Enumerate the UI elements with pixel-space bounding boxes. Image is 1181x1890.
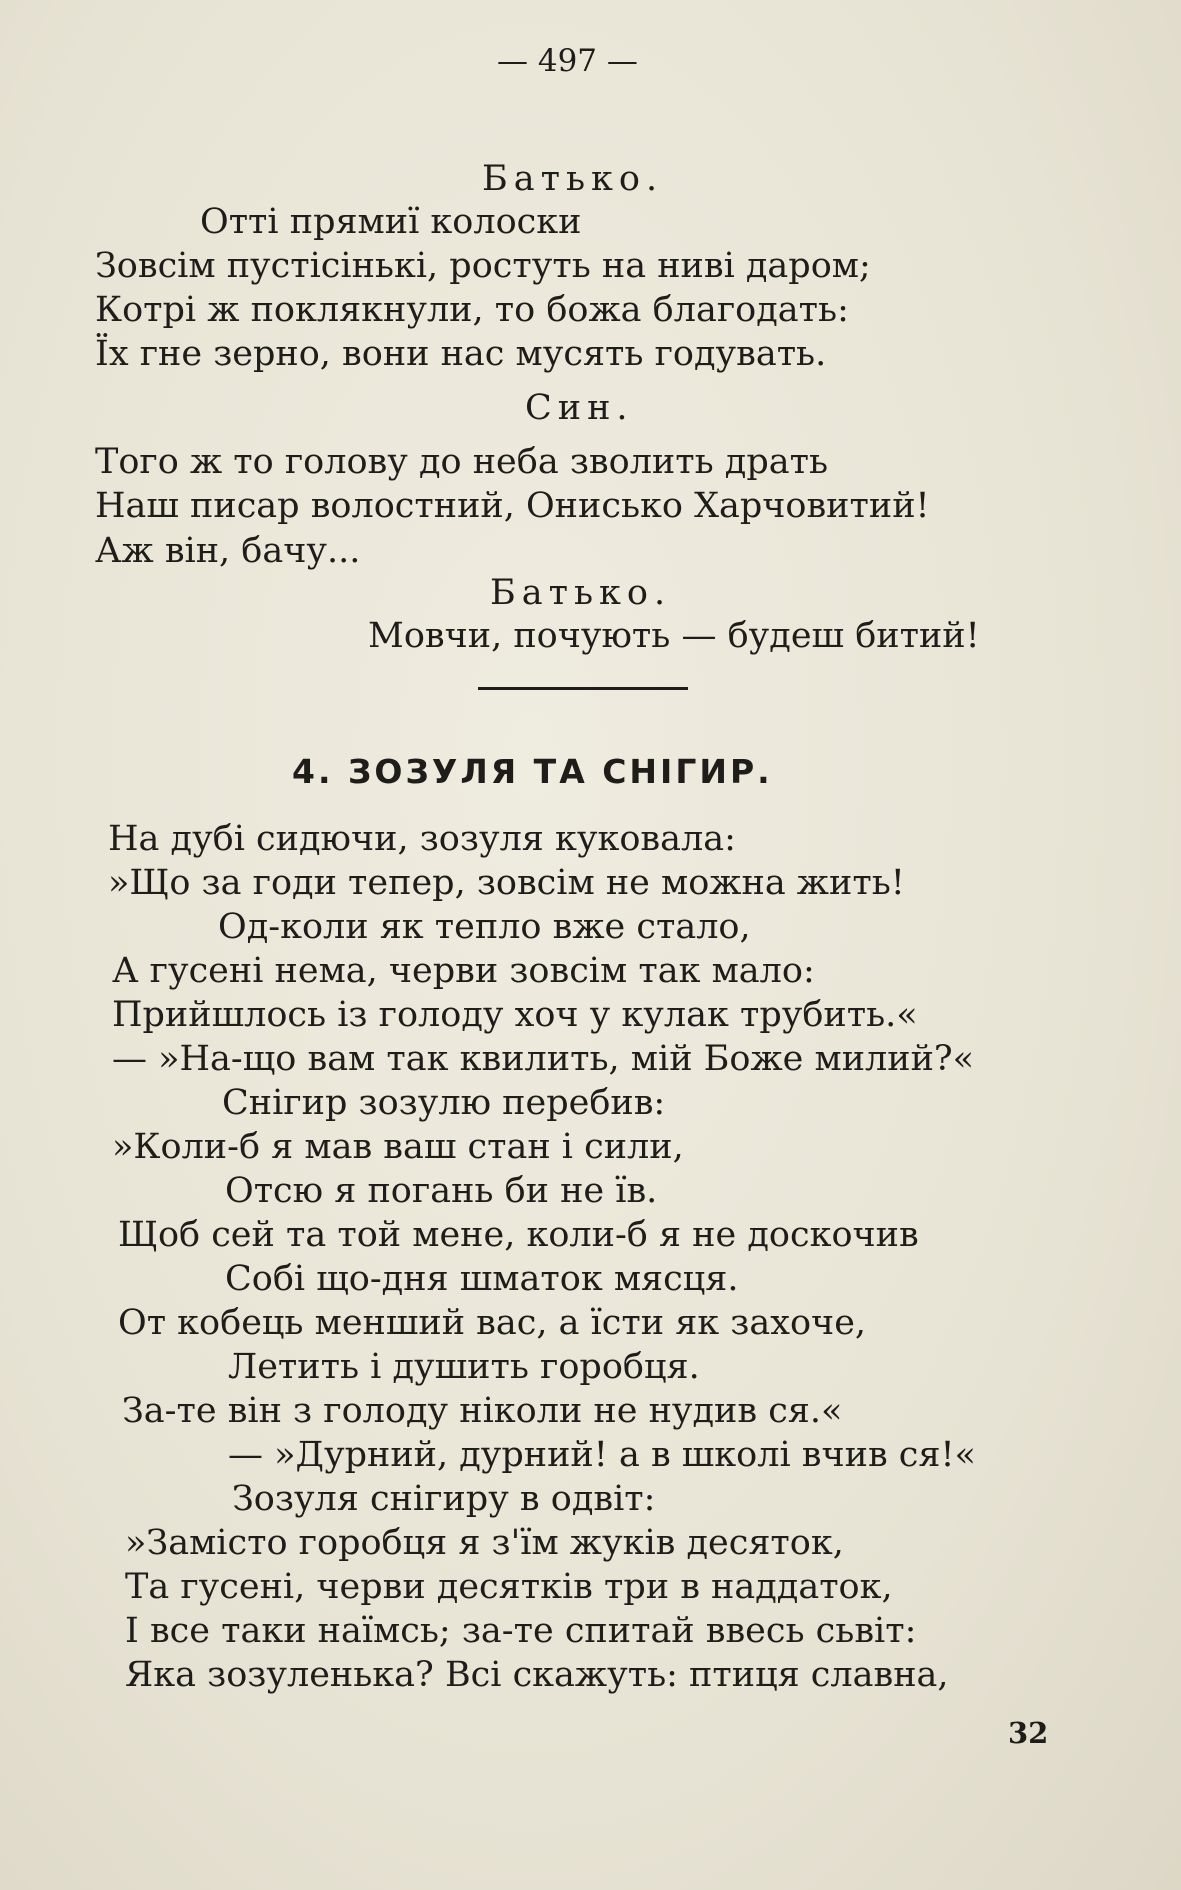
verse-line: Отті прямиї колоски — [200, 202, 582, 242]
verse-line: Яка зозуленька? Всі скажуть: птиця славна, — [125, 1655, 949, 1695]
speaker-syn: Син. — [525, 388, 634, 428]
section-title: 4. ЗОЗУЛЯ ТА СНІГИР. — [292, 752, 773, 791]
verse-line: »Коли-б я мав ваш стан і сили, — [112, 1127, 684, 1167]
verse-line: Зовсім пустісінькі, ростуть на ниві даром; — [95, 246, 871, 286]
verse-line: Прийшлось із голоду хоч у кулак трубить.« — [112, 995, 918, 1035]
verse-line: Їх гне зерно, вони нас мусять годувать. — [95, 334, 827, 374]
page-number: — 497 — — [497, 43, 638, 79]
verse-line: Котрі ж поклякнули, то божа благодать: — [95, 290, 849, 330]
verse-line: І все таки наїмсь; за-те спитай ввесь сьвіт: — [125, 1611, 917, 1651]
verse-line: Та гусені, черви десятків три в наддаток, — [125, 1567, 893, 1607]
verse-line: Мовчи, почують — будеш битий! — [368, 616, 980, 656]
verse-line: Снігир зозулю перебив: — [222, 1083, 666, 1123]
verse-line: Наш писар волостний, Онисько Харчовитий! — [95, 486, 930, 526]
verse-line: Отсю я погань би не їв. — [225, 1171, 658, 1211]
verse-line: А гусені нема, черви зовсім так мало: — [112, 951, 815, 991]
verse-line: Од-коли як тепло вже стало, — [218, 907, 751, 947]
verse-line: От кобець менший вас, а їсти як захоче, — [118, 1303, 867, 1343]
verse-line: Того ж то голову до неба зволить драть — [95, 442, 829, 482]
verse-line: »Замісто горобця я з'їм жуків десяток, — [125, 1523, 844, 1563]
verse-line: — »Дурний, дурний! а в школі вчив ся!« — [228, 1435, 976, 1475]
verse-line: На дубі сидючи, зозуля куковала: — [108, 819, 736, 859]
verse-line: Щоб сей та той мене, коли-б я не доскочив — [118, 1215, 919, 1255]
verse-line: Летить і душить горобця. — [228, 1347, 700, 1387]
verse-line: За-те він з голоду ніколи не нудив ся.« — [122, 1391, 843, 1431]
verse-line: Собі що-дня шматок мясця. — [225, 1259, 739, 1299]
section-divider — [478, 687, 688, 690]
speaker-batko: Батько. — [490, 573, 672, 613]
speaker-batko: Батько. — [482, 159, 664, 199]
verse-line: Аж він, бачу... — [95, 531, 361, 571]
verse-line: — »На-що вам так квилить, мій Боже милий?« — [112, 1039, 975, 1079]
signature-mark: 32 — [1008, 1716, 1049, 1750]
verse-line: Зозуля снігиру в одвіт: — [232, 1479, 656, 1519]
verse-line: »Що за годи тепер, зовсім не можна жить! — [108, 863, 905, 903]
